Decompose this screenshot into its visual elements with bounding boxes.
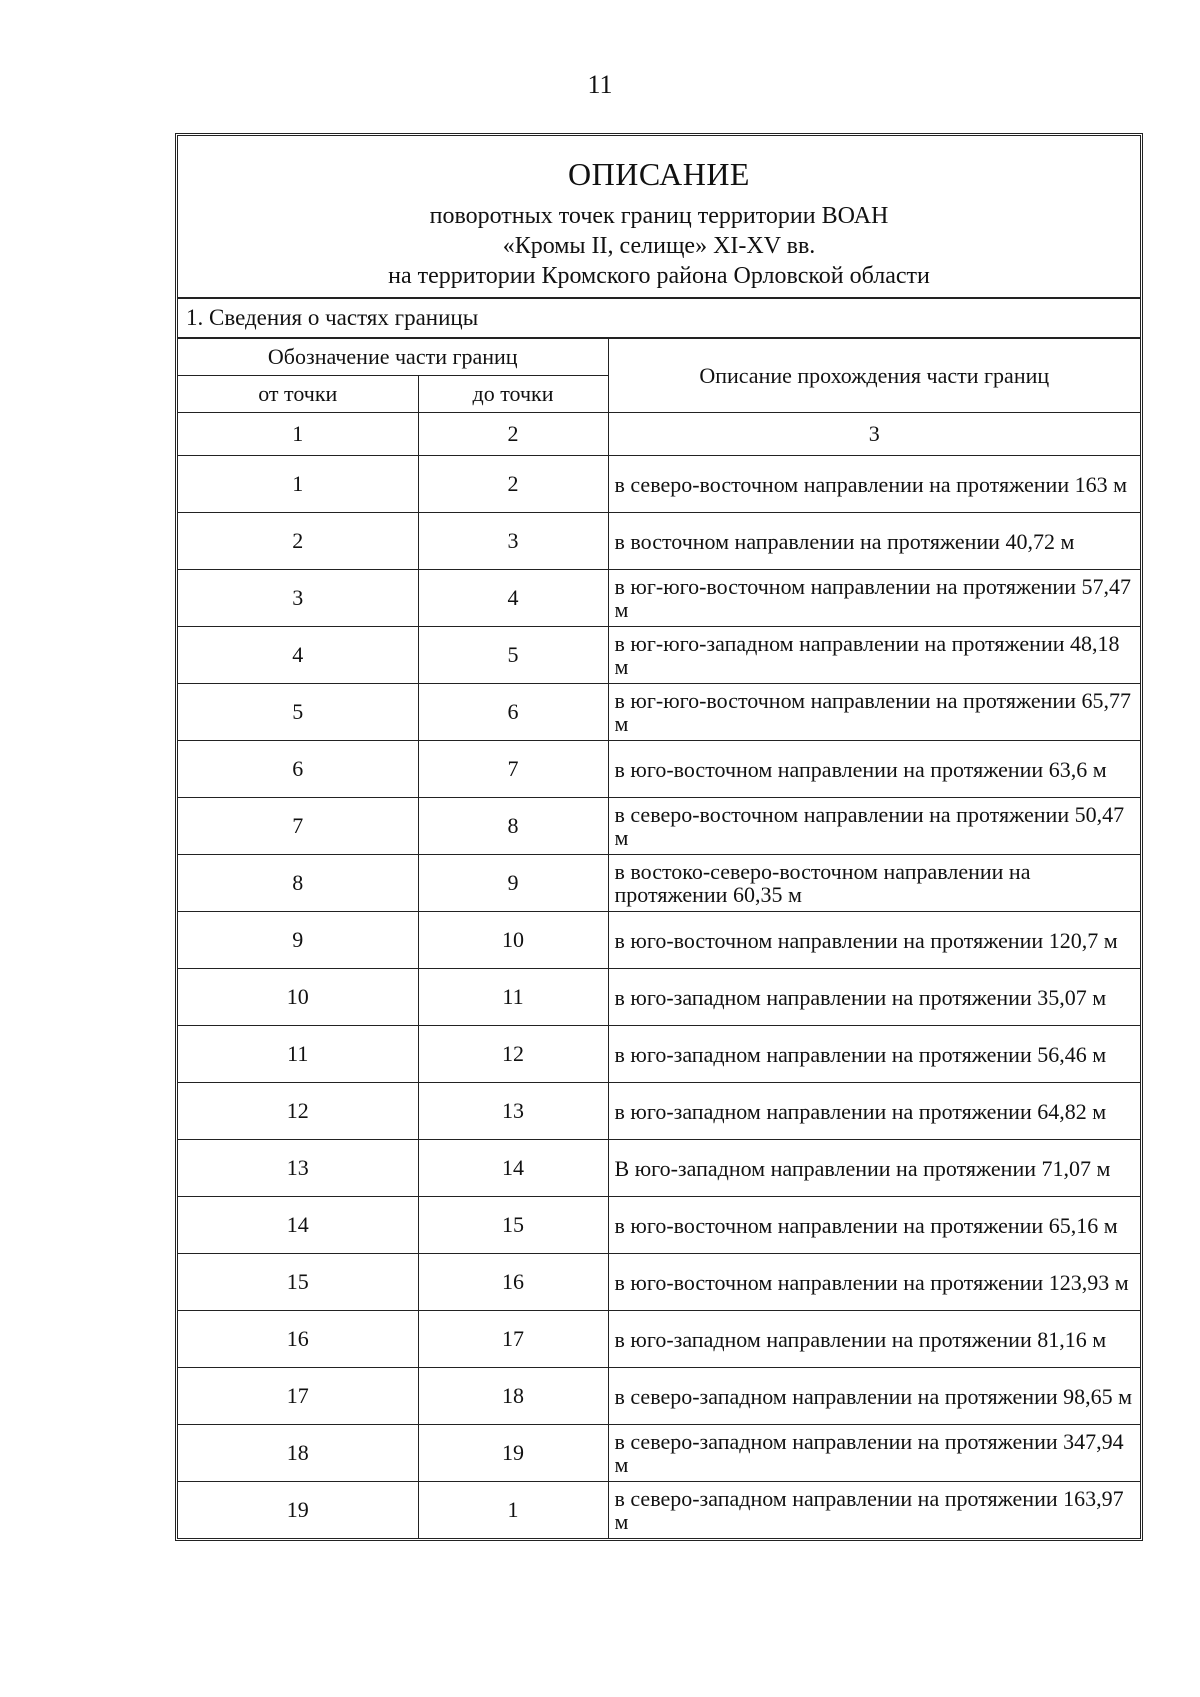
- to-point-cell: 2: [418, 456, 608, 513]
- table-row: [178, 855, 1140, 912]
- index-cell: 1: [178, 413, 418, 456]
- section-title: 1. Сведения о частях границы: [178, 299, 1140, 339]
- description-cell: в северо-западном направлении на протяжении 347,94 м: [608, 1425, 1140, 1482]
- to-point-cell: 15: [418, 1197, 608, 1254]
- description-cell: в юго-восточном направлении на протяжении 120,7 м: [608, 912, 1140, 969]
- table-row: [178, 1425, 1140, 1482]
- description-cell: в юг-юго-западном направлении на протяжении 48,18 м: [608, 627, 1140, 684]
- table-row: [178, 1083, 1140, 1140]
- page-number: 11: [587, 70, 613, 99]
- to-point-cell: 18: [418, 1368, 608, 1425]
- table-row: [178, 1254, 1140, 1311]
- table-row: [178, 570, 1140, 627]
- description-cell: в юго-восточном направлении на протяжении 63,6 м: [608, 741, 1140, 798]
- table-row: [178, 513, 1140, 570]
- header-from-point: от точки: [178, 376, 418, 413]
- to-point-cell: 16: [418, 1254, 608, 1311]
- table-row: [178, 1368, 1140, 1425]
- description-cell: в восточном направлении на протяжении 40,72 м: [608, 513, 1140, 570]
- description-cell: В юго-западном направлении на протяжении 71,07 м: [608, 1140, 1140, 1197]
- description-cell: в юго-восточном направлении на протяжении 123,93 м: [608, 1254, 1140, 1311]
- to-point-cell: 14: [418, 1140, 608, 1197]
- from-point-cell: 7: [178, 798, 418, 855]
- subtitle-line: на территории Кромского района Орловской области: [388, 263, 930, 289]
- description-cell: в юг-юго-восточном направлении на протяжении 57,47 м: [608, 570, 1140, 627]
- to-point-cell: 12: [418, 1026, 608, 1083]
- header-description: Описание прохождения части границ: [608, 339, 1140, 413]
- to-point-cell: 9: [418, 855, 608, 912]
- to-point-cell: 13: [418, 1083, 608, 1140]
- table-row: [178, 912, 1140, 969]
- to-point-cell: 6: [418, 684, 608, 741]
- from-point-cell: 4: [178, 627, 418, 684]
- description-cell: в северо-западном направлении на протяжении 98,65 м: [608, 1368, 1140, 1425]
- from-point-cell: 11: [178, 1026, 418, 1083]
- table-row: [178, 684, 1140, 741]
- index-cell: 2: [418, 413, 608, 456]
- from-point-cell: 16: [178, 1311, 418, 1368]
- to-point-cell: 3: [418, 513, 608, 570]
- table-row: [178, 741, 1140, 798]
- to-point-cell: 5: [418, 627, 608, 684]
- from-point-cell: 3: [178, 570, 418, 627]
- from-point-cell: 15: [178, 1254, 418, 1311]
- table-row: [178, 1482, 1140, 1539]
- to-point-cell: 8: [418, 798, 608, 855]
- from-point-cell: 1: [178, 456, 418, 513]
- from-point-cell: 6: [178, 741, 418, 798]
- table-row: [178, 456, 1140, 513]
- description-cell: в юг-юго-восточном направлении на протяжении 65,77 м: [608, 684, 1140, 741]
- document-header: [178, 136, 1140, 299]
- table-row: [178, 1026, 1140, 1083]
- description-cell: в юго-западном направлении на протяжении 56,46 м: [608, 1026, 1140, 1083]
- description-cell: в юго-западном направлении на протяжении 81,16 м: [608, 1311, 1140, 1368]
- description-cell: в северо-восточном направлении на протяжении 163 м: [608, 456, 1140, 513]
- header-to-point: до точки: [418, 376, 608, 413]
- to-point-cell: 1: [418, 1482, 608, 1539]
- from-point-cell: 14: [178, 1197, 418, 1254]
- table-row: [178, 627, 1140, 684]
- from-point-cell: 5: [178, 684, 418, 741]
- to-point-cell: 7: [418, 741, 608, 798]
- table-row: [178, 1311, 1140, 1368]
- index-row: [178, 413, 1140, 456]
- description-cell: в северо-восточном направлении на протяжении 50,47 м: [608, 798, 1140, 855]
- from-point-cell: 18: [178, 1425, 418, 1482]
- to-point-cell: 10: [418, 912, 608, 969]
- from-point-cell: 17: [178, 1368, 418, 1425]
- from-point-cell: 8: [178, 855, 418, 912]
- to-point-cell: 4: [418, 570, 608, 627]
- description-cell: в юго-западном направлении на протяжении 64,82 м: [608, 1083, 1140, 1140]
- table-row: [178, 969, 1140, 1026]
- subtitle-line: «Кромы II, селище» XI-XV вв.: [502, 233, 816, 259]
- header-group: Обозначение части границ: [178, 339, 608, 376]
- description-cell: в северо-западном направлении на протяжении 163,97 м: [608, 1482, 1140, 1539]
- table-row: [178, 1197, 1140, 1254]
- from-point-cell: 9: [178, 912, 418, 969]
- to-point-cell: 17: [418, 1311, 608, 1368]
- from-point-cell: 19: [178, 1482, 418, 1539]
- from-point-cell: 2: [178, 513, 418, 570]
- document-title: ОПИСАНИЕ: [568, 156, 750, 192]
- to-point-cell: 11: [418, 969, 608, 1026]
- description-cell: в юго-восточном направлении на протяжении 65,16 м: [608, 1197, 1140, 1254]
- from-point-cell: 12: [178, 1083, 418, 1140]
- index-cell: 3: [608, 413, 1140, 456]
- document-frame: [175, 133, 1143, 1541]
- from-point-cell: 10: [178, 969, 418, 1026]
- subtitle-line: поворотных точек границ территории ВОАН: [429, 203, 889, 229]
- to-point-cell: 19: [418, 1425, 608, 1482]
- table-row: [178, 1140, 1140, 1197]
- description-cell: в юго-западном направлении на протяжении 35,07 м: [608, 969, 1140, 1026]
- table-row: [178, 798, 1140, 855]
- description-cell: в востоко-северо-восточном направлении на протяжении 60,35 м: [608, 855, 1140, 912]
- boundary-parts-table: [178, 339, 1140, 1538]
- from-point-cell: 13: [178, 1140, 418, 1197]
